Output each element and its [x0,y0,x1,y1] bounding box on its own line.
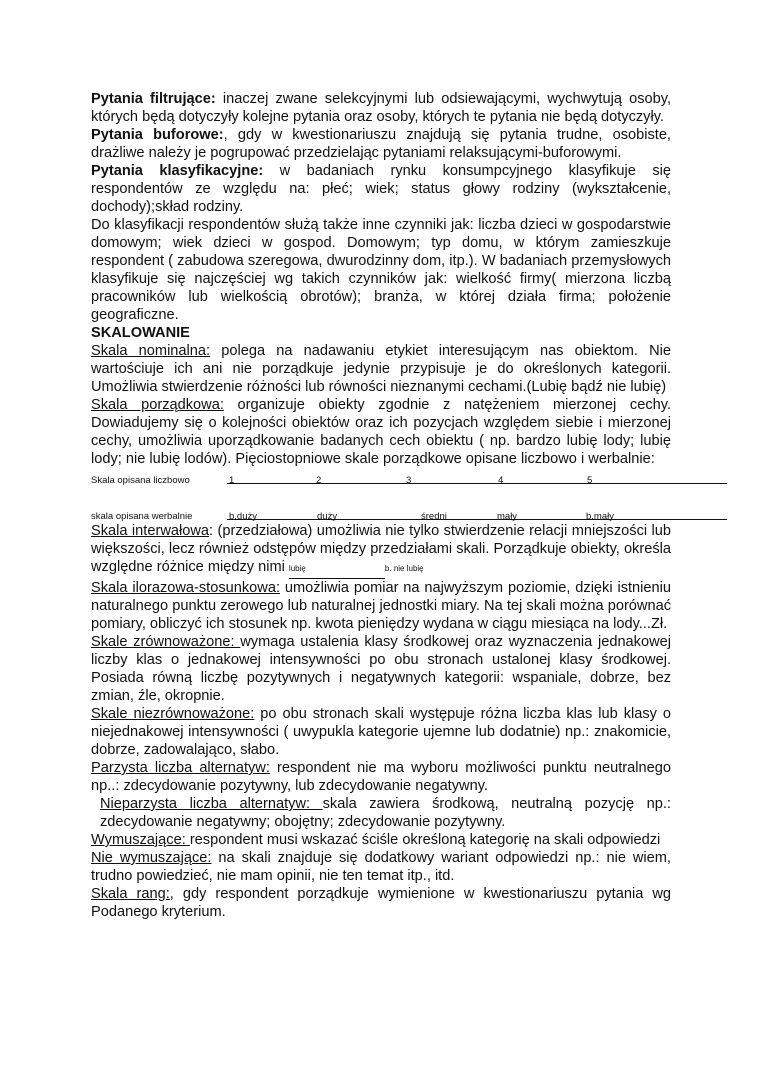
text-buforowe: , gdy w kwestionariuszu znajdują się pytania trudne, osobiste, drażliwe należy je pogrupować przedzielając pytaniami relaksującymi-buforowymi. [91,127,671,161]
text-skala-interwalowa: : (przedziałowa) umożliwia nie tylko stwierdzenie relacji mniejszości lub większości, lecz również odstępów między przedziałami skali. Porządkuje obiekty, określa względne różnice między nimi [91,523,672,575]
term-klasyfikacyjne: Pytania klasyfikacyjne: [91,163,264,179]
scale-numeric-label: Skala opisana liczbowo [91,475,190,486]
example-lubie: lubię [289,560,385,579]
paragraph-skala-porzadkowa [91,396,671,468]
scale-numeric-line [227,472,727,484]
paragraph-parzysta [91,759,671,795]
term-skale-niezrownowazone: Skale niezrównoważone: [91,706,255,722]
paragraph-skala-nominalna [91,342,671,396]
text-skala-rang: , gdy respondent porządkuje wymienione w kwestionariuszu pytania wg Podanego kryterium. [91,886,671,920]
scale-verbal-label: skala opisana werbalnie [91,511,193,522]
paragraph-klasyfikacja-czynniki: Do klasyfikacji respondentów służą także inne czynniki jak: liczba dzieci w gospodarstwie domowym; wiek dzieci w gospod. Domowym; typ domu, w którym zamieszkuje respondent ( zabudowa szeregowa, dwurodzinny dom, itp.). W badaniach przemysłowych klasyfikuje się najczęściej wg takich czynników jak: wielkość firmy( mierzona liczbą pracowników lub wielkością obrotów); branża, w której działa firma; położenie geograficzne. [91,217,671,323]
scale-numeric-value: 3 [406,475,412,486]
text-skala-nominalna: polega na nadawaniu etykiet interesującym nas obiektom. Nie wartościuje ich ani nie porządkuje jedynie przypisuje je do określonych kategorii. Umożliwia stwierdzenie różności lub równości nieznanymi cechami.(Lubię bądź nie lubię) [91,343,671,395]
text-klasyfikacyjne: w badaniach rynku konsumpcyjnego klasyfikuje się respondentów ze względu na: płeć; wiek; status głowy rodziny (wykształcenie, dochody);skład rodziny. [91,163,672,215]
term-filtrujace: Pytania filtrujące: [91,91,216,107]
scale-verbal-value: mały [497,511,518,522]
paragraph-filtrujace [91,90,671,126]
paragraph-nie-wymuszajace [91,849,671,885]
term-skala-interwalowa: Skala interwałowa [91,523,209,539]
scale-numeric-row [91,468,671,486]
term-skala-porzadkowa: Skala porządkowa: [91,397,224,413]
term-skala-ilorazowa: Skala ilorazowa-stosunkowa: [91,580,281,596]
scale-verbal-value: b.duży [229,511,257,522]
term-parzysta: Parzysta liczba alternatyw: [91,760,270,776]
text-wymuszajace: respondent musi wskazać ściśle określoną kategorię na skali odpowiedzi [189,832,661,848]
text-skale-zrownowazone: wymaga ustalenia klasy środkowej oraz wyznaczenia jednakowej liczby klas o jednakowej intensywności po obu stronach ustalonej klasy środkowej. Posiada równą liczbę pozytywnych i negatywnych kategorii: wspaniale, dobrze, bez zmian, źle, okropnie. [91,634,671,704]
term-nie-wymuszajace: Nie wymuszające: [91,850,212,866]
scale-numeric-value: 2 [316,475,322,486]
term-skala-rang: Skala rang: [91,886,170,902]
scale-numeric-value: 1 [229,475,235,486]
paragraph-klasyfikacyjne [91,162,671,216]
paragraph-skala-rang [91,885,671,921]
paragraph-skale-niezrownowazone [91,705,671,759]
scale-verbal-row [91,504,671,522]
text-skala-porzadkowa: organizuje obiekty zgodnie z natężeniem mierzonej cechy. Dowiadujemy się o kolejności obiektów oraz ich pozycjach względem siebie i mierzonej cechy, umożliwia uporządkowanie badanych cech obiektu ( np. bardzo lubię lody; lubię lody; nie lubię lodów). Pięciostopniowe skale porządkowe opisane liczbowo i werbalnie: [91,397,671,467]
term-buforowe: Pytania buforowe: [91,127,224,143]
paragraph-skale-zrownowazone [91,633,671,705]
term-nieparzysta: Nieparzysta liczba alternatyw: [100,796,323,812]
term-skala-nominalna: Skala nominalna: [91,343,211,359]
text-skale-niezrownowazone: po obu stronach skali występuje różna liczba klas lub klasy o niejednakowej intensywności ( uwypukla kategorie ujemne lub dodatnie) np.: znakomicie, dobrze, zadowalająco, słabo. [91,706,672,758]
document-page [91,90,671,921]
paragraph-wymuszajace [91,831,671,849]
scale-numeric-value: 4 [498,475,504,486]
text-filtrujace: inaczej zwane selekcyjnymi lub odsiewającymi, wychwytują osoby, których będą dotyczyły kolejne pytania oraz osoby, których te pytania nie będą dotyczyły. [91,91,672,125]
term-wymuszajace: Wymuszające: [91,832,190,848]
text-skala-ilorazowa: umożliwia pomiar na najwyższym poziomie, dzięki istnieniu naturalnego punktu zerowego lub naturalnej jednostki miary. Na tej skali można porównać pomiary, obliczyć ich stosunek np. kwota pieniędzy wydana w ciągu miesiąca na lody...Zł. [91,580,672,632]
paragraph-nieparzysta [91,795,671,831]
text-nie-wymuszajace: na skali znajduje się dodatkowy wariant odpowiedzi np.: nie wiem, trudno powiedzieć, nie mam opinii, nie ten temat itp., itd. [91,850,671,884]
paragraph-skala-interwalowa [91,522,671,579]
scale-verbal-value: duży [317,511,338,522]
example-nie-lubie: b. nie lubię [384,564,424,573]
section-heading-skalowanie: SKALOWANIE [91,325,190,341]
scale-verbal-value: średni [421,511,447,522]
paragraph-buforowe [91,126,671,162]
scale-verbal-line [227,508,727,520]
scale-verbal-value: b.mały [586,511,614,522]
term-skale-zrownowazone: Skale zrównoważone: [91,634,241,650]
text-parzysta: respondent nie ma wyboru możliwości punktu neutralnego np..: zdecydowanie pozytywny, lub zdecydowanie negatywny. [91,760,671,794]
scale-numeric-value: 5 [587,475,593,486]
text-nieparzysta: skala zawiera środkową, neutralną pozycję np.: zdecydowanie negatywny; obojętny; zdecydowanie pozytywny. [100,796,671,830]
paragraph-skala-ilorazowa [91,579,671,633]
